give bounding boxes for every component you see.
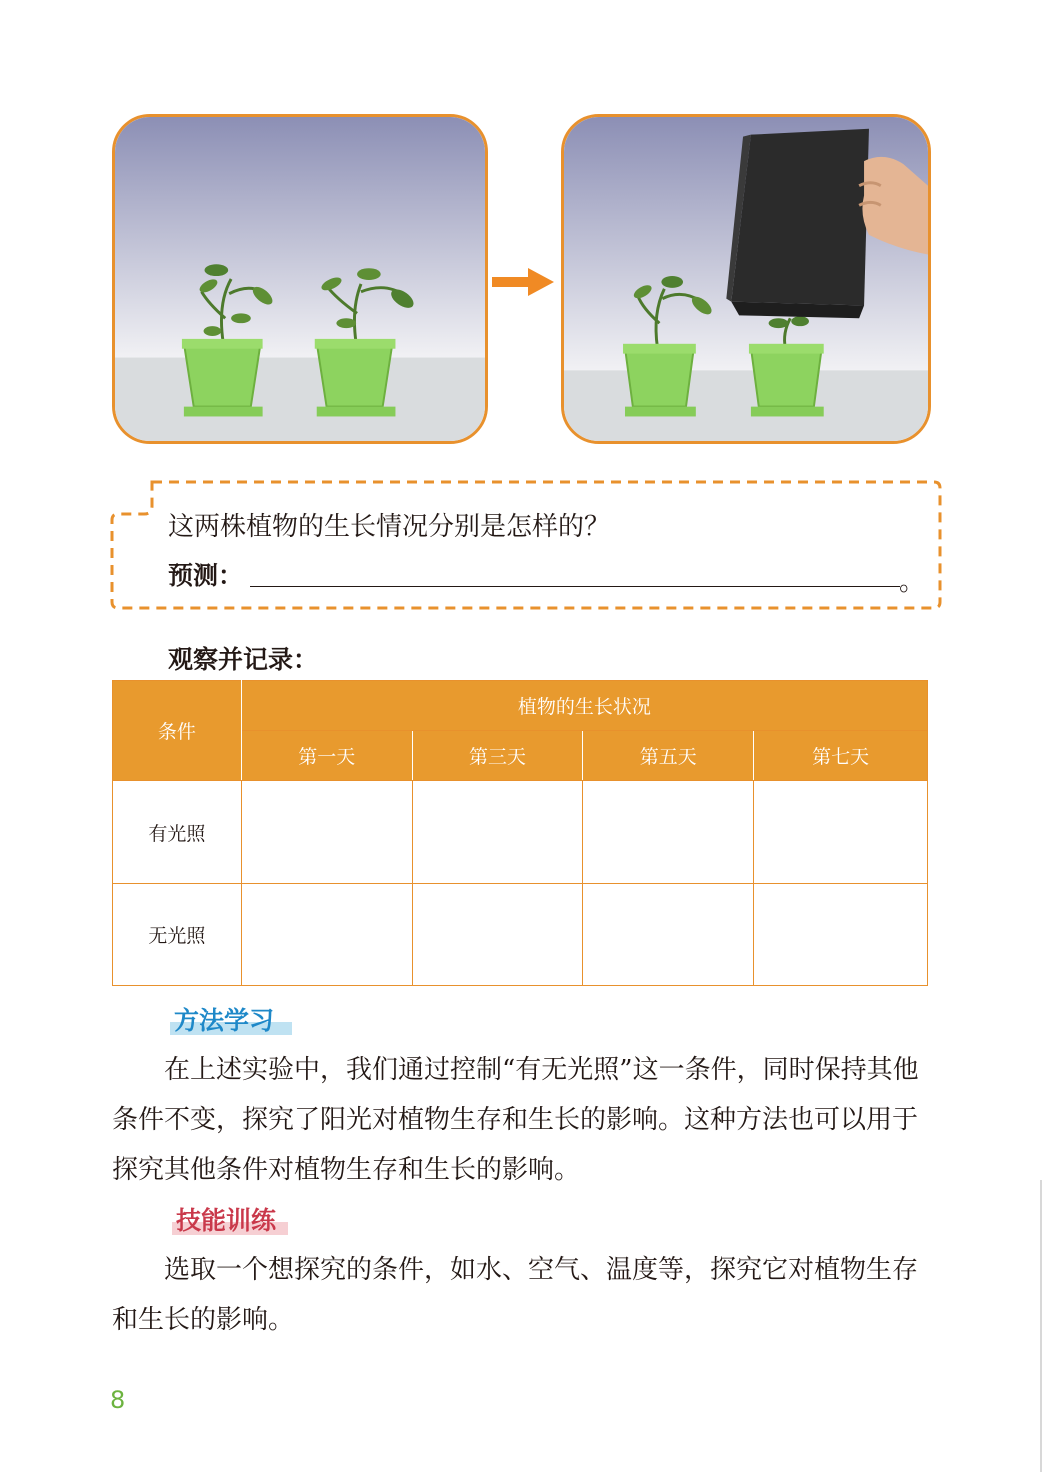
skill-training-title: 技能训练 (172, 1201, 282, 1237)
record-cell[interactable] (412, 781, 583, 884)
growth-status-header: 植物的生长状况 (241, 681, 927, 731)
table-row (113, 781, 928, 884)
photo-two-plants (112, 114, 488, 444)
question-text: 这两株植物的生长情况分别是怎样的？ (168, 512, 611, 542)
record-cell[interactable] (241, 781, 412, 884)
page-edge-line (1040, 1180, 1042, 1472)
method-learning-title: 方法学习 (170, 1001, 280, 1037)
row-label-dark: 无光照 (113, 884, 242, 986)
record-cell[interactable] (583, 781, 754, 884)
skill-paragraph (112, 1245, 932, 1345)
arrow-right-icon (492, 268, 554, 296)
day-header: 第七天 (754, 731, 928, 781)
record-cell[interactable] (754, 884, 928, 986)
prediction-period: 。 (899, 567, 926, 597)
record-cell[interactable] (241, 884, 412, 986)
record-cell[interactable] (412, 884, 583, 986)
method-text: 在上述实验中，我们通过控制“有无光照”这一条件，同时保持其他条件不变，探究了阳光对植物生存和生长的影响。这种方法也可以用于探究其他条件对植物生存和生长的影响。 (112, 1055, 919, 1185)
growth-record-table (112, 680, 928, 986)
table-row (113, 884, 928, 986)
prediction-answer-line[interactable] (250, 586, 900, 587)
page-number: 8 (110, 1386, 126, 1414)
observe-record-label: 观察并记录： (168, 645, 319, 674)
photo-covered-plant (561, 114, 931, 444)
record-cell[interactable] (583, 884, 754, 986)
day-header: 第五天 (583, 731, 754, 781)
condition-header: 条件 (113, 681, 242, 781)
method-paragraph (112, 1045, 932, 1195)
skill-text: 选取一个想探究的条件，如水、空气、温度等，探究它对植物生存和生长的影响。 (112, 1255, 919, 1335)
day-header: 第一天 (241, 731, 412, 781)
black-box (726, 129, 869, 318)
record-cell[interactable] (754, 781, 928, 884)
prediction-label: 预测： (168, 561, 244, 590)
day-header: 第三天 (412, 731, 583, 781)
row-label-light: 有光照 (113, 781, 242, 884)
